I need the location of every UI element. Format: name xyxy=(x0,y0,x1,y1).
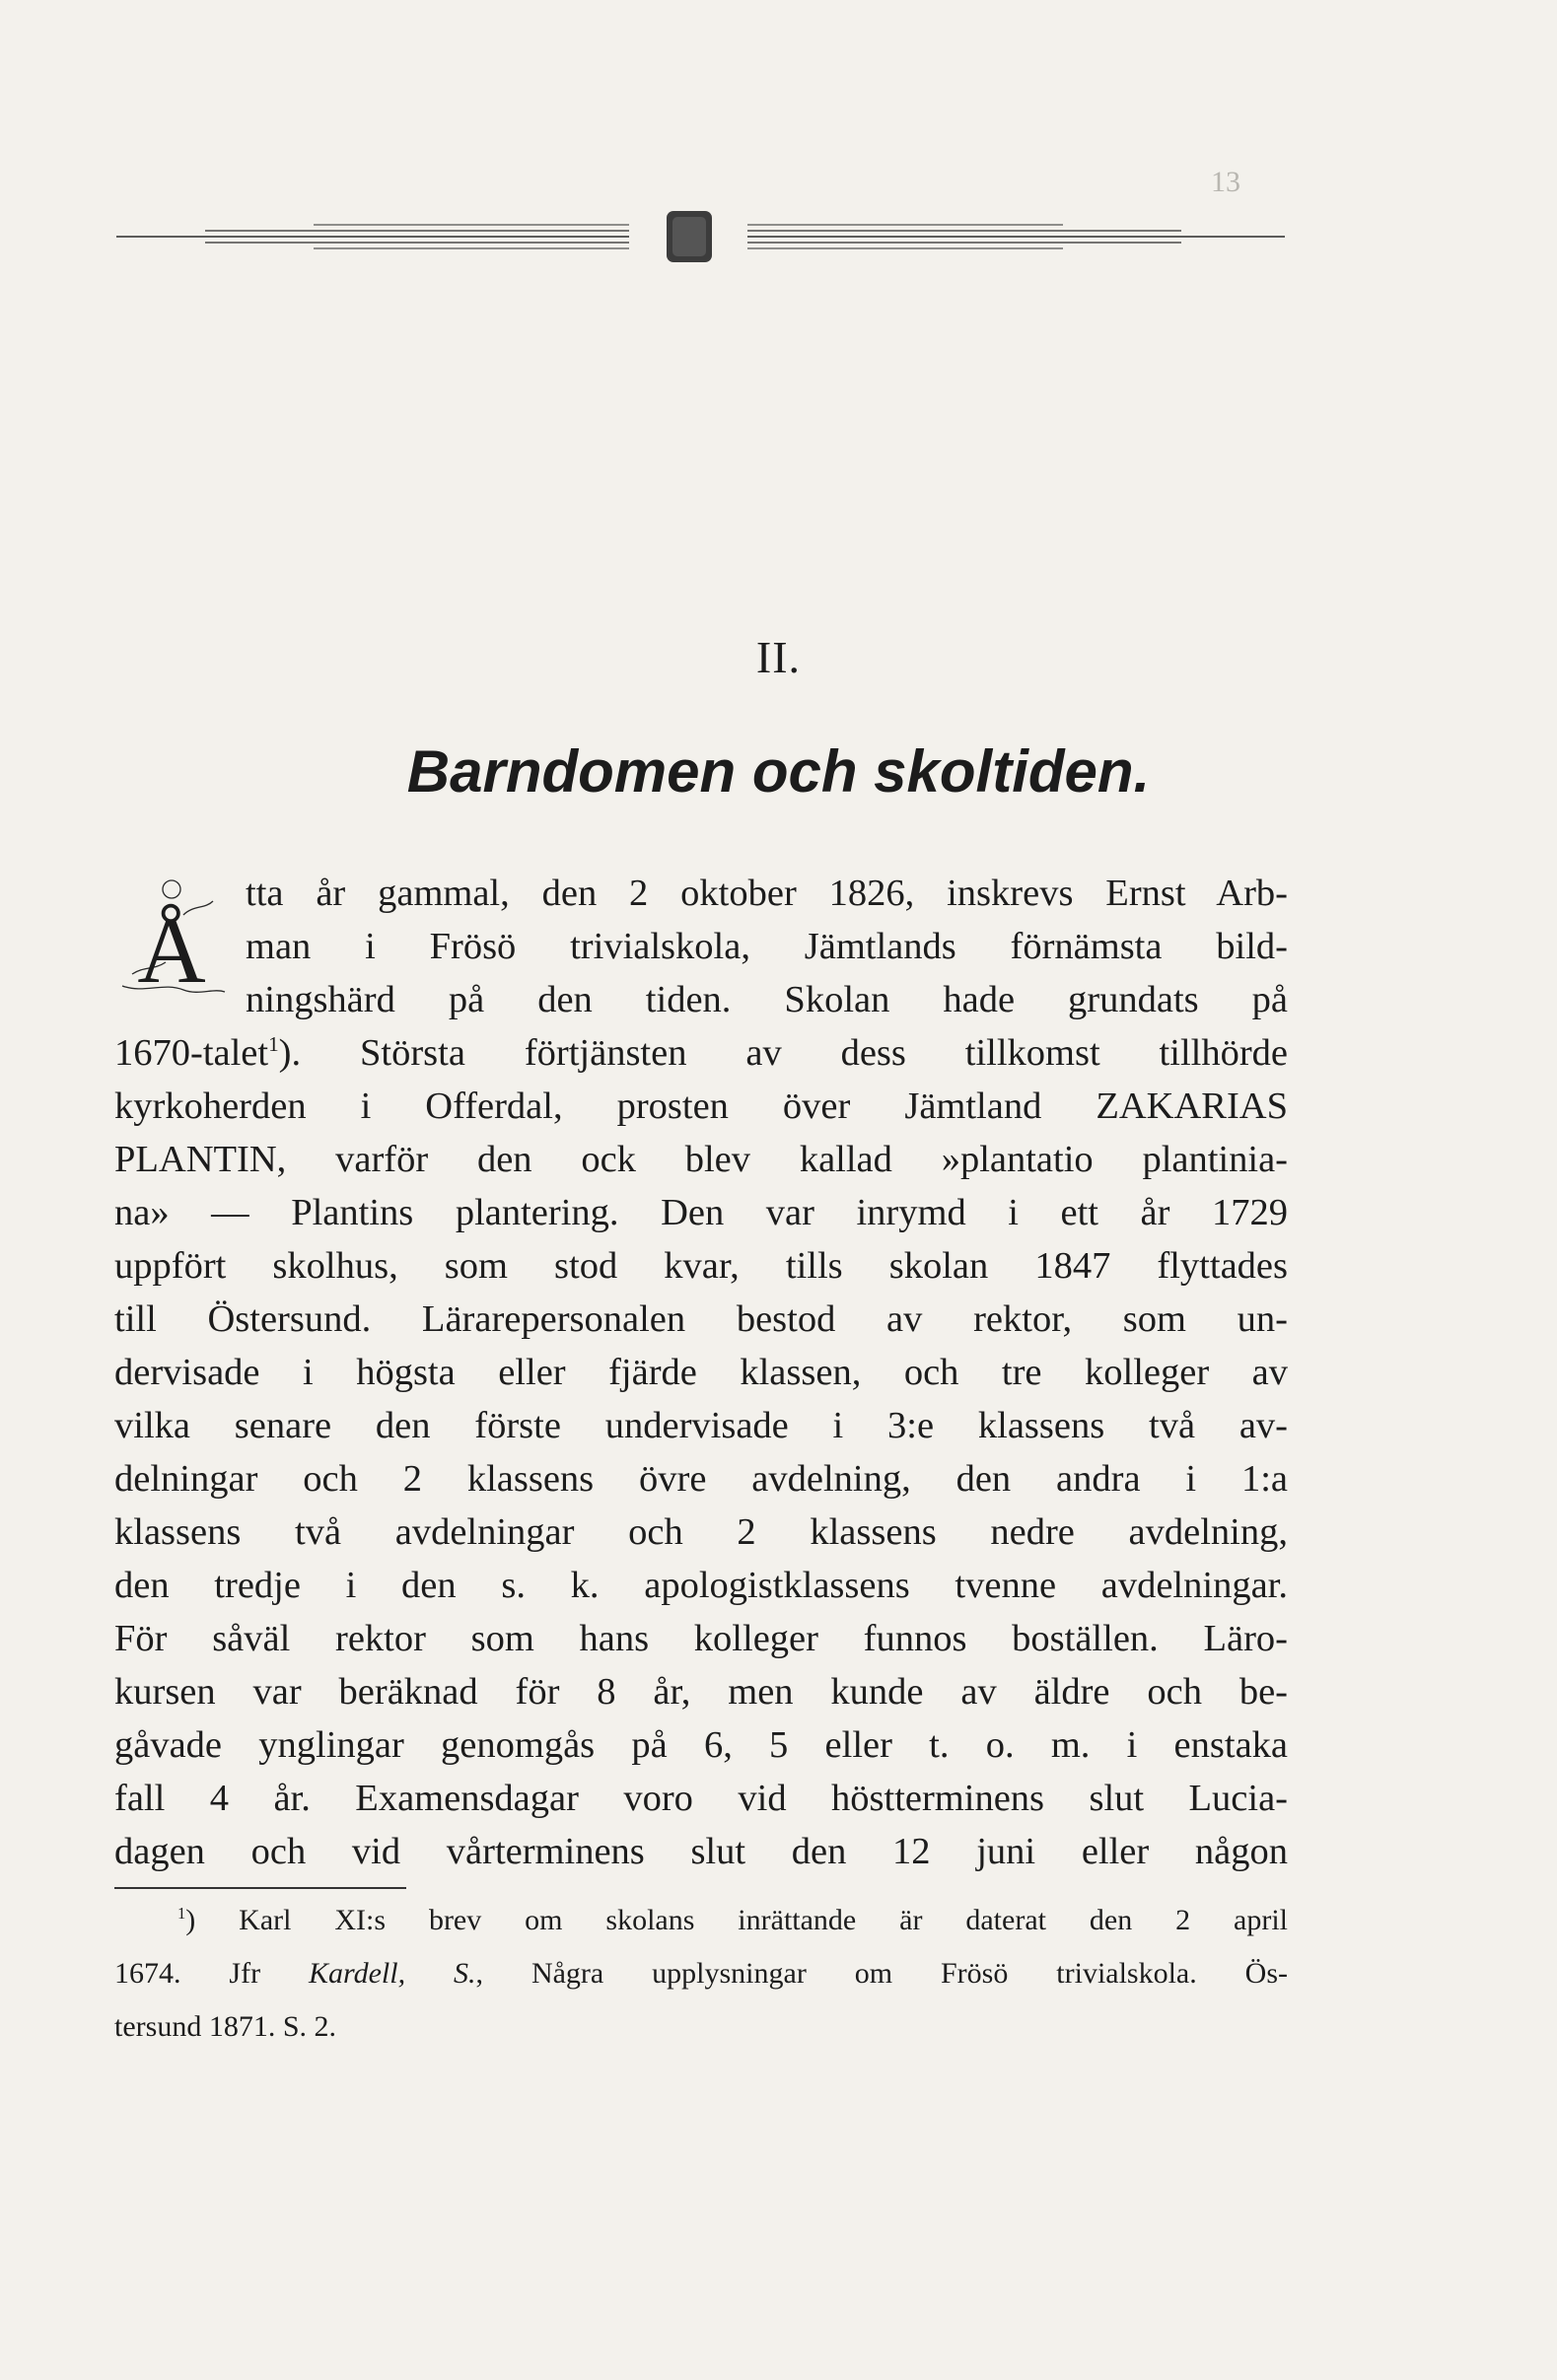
footnote-rule xyxy=(114,1887,406,1889)
page-number: 13 xyxy=(1211,166,1240,198)
text-line: uppfört skolhus, som stod kvar, tills skolan 1847 flyttades xyxy=(114,1245,1288,1287)
text-line: dervisade i högsta eller fjärde klassen, och tre kolleger av xyxy=(114,1352,1288,1393)
text-line xyxy=(114,1030,1288,1076)
chapter-ornament xyxy=(116,207,1285,266)
text-line: den tredje i den s. k. apologistklassens tvenne avdelningar. xyxy=(114,1565,1288,1606)
footnote-marker: 1 xyxy=(177,1904,186,1923)
text-line: klassens två avdelningar och 2 klassens nedre avdelning, xyxy=(114,1511,1288,1553)
footnote-line xyxy=(114,1903,1288,1938)
footnote-reference: 1 xyxy=(268,1032,279,1057)
footnote-text: 1674. Jfr xyxy=(114,1957,310,1990)
footnote-author: Kardell, S. xyxy=(309,1957,476,1990)
text-line: na» — Plantins plantering. Den var inrymd i ett år 1729 xyxy=(114,1192,1288,1233)
chapter-number: II. xyxy=(755,632,802,682)
text-line: kursen var beräknad för 8 år, men kunde av äldre och be- xyxy=(114,1671,1288,1713)
text-line: man i Frösö trivialskola, Jämtlands förnämsta bild- xyxy=(246,926,1288,967)
text-line: till Östersund. Lärarepersonalen bestod av rektor, som un- xyxy=(114,1298,1288,1340)
text-line: dagen och vid vårterminens slut den 12 juni eller någon xyxy=(114,1831,1288,1872)
decorative-initial xyxy=(114,875,231,1004)
chapter-title: Barndomen och skoltiden. xyxy=(406,738,1151,805)
footnote-text: , Några upplysningar om Frösö trivialskola. Ös- xyxy=(475,1957,1289,1990)
text-line: kyrkoherden i Offerdal, prosten över Jämtland ZAKARIAS xyxy=(114,1085,1288,1127)
text-line: gåvade ynglingar genomgås på 6, 5 eller t. o. m. i enstaka xyxy=(114,1724,1288,1766)
text-fragment: ). Största förtjänsten av dess tillkomst tillhörde xyxy=(278,1032,1288,1074)
text-line: PLANTIN, varför den ock blev kallad »plantatio plantinia- xyxy=(114,1139,1288,1180)
footnote-line: tersund 1871. S. 2. xyxy=(114,2010,336,2043)
text-line: delningar och 2 klassens övre avdelning, den andra i 1:a xyxy=(114,1458,1288,1500)
text-fragment: 1670-talet xyxy=(114,1032,269,1074)
text-line: För såväl rektor som hans kolleger funnos boställen. Läro- xyxy=(114,1618,1288,1659)
text-line: vilka senare den förste undervisade i 3:e klassens två av- xyxy=(114,1405,1288,1446)
footnote-line xyxy=(114,1956,1288,1992)
text-line: fall 4 år. Examensdagar voro vid höstterminens slut Lucia- xyxy=(114,1778,1288,1819)
text-line: tta år gammal, den 2 oktober 1826, inskrevs Ernst Arb- xyxy=(246,873,1288,914)
text-line: ningshärd på den tiden. Skolan hade grundats på xyxy=(246,979,1288,1020)
footnote-text: ) Karl XI:s brev om skolans inrättande är daterat den 2 april xyxy=(185,1904,1288,1936)
svg-text:Å: Å xyxy=(137,897,206,1003)
